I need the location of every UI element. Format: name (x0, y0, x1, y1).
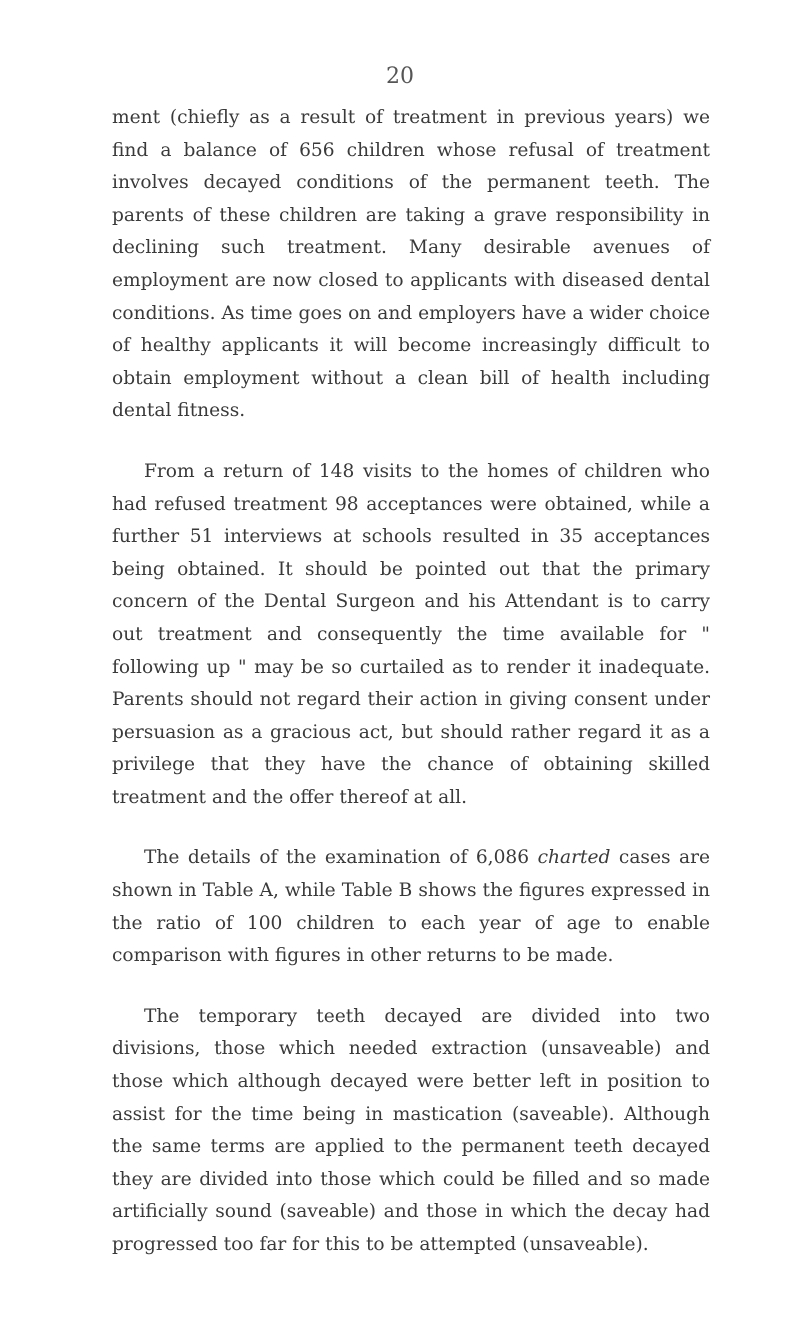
examination-text-after: cases are shown in Table A, while Table B shows the figures expressed in the ratio of 100 children to each year of age to enable comparison with figures in other returns to be made. (112, 847, 710, 967)
paragraph-examination-details (112, 842, 710, 972)
paragraph-teeth-divisions: The temporary teeth decayed are divided into two divisions, those which needed extraction (unsaveable) and those which although decayed were better left in position to assist for the time being in mastication (saveable). Although the same terms are applied to the permanent teeth decayed they are divided into those which could be filled and so made artificially sound (saveable) and those in which the decay had progressed too far for this to be attempted (unsaveable). (112, 1005, 710, 1255)
paragraph-home-visits: From a return of 148 visits to the homes of children who had refused treatment 98 acceptances were obtained, while a further 51 interviews at schools resulted in 35 acceptances being obtained. It should be pointed out that the primary concern of the Dental Surgeon and his Attendant is to carry out treatment and consequently the time available for " following up " may be so curtailed as to render it inadequate. Parents should not regard their action in giving consent under persuasion as a gracious act, but should rather regard it as a privilege that they have the chance of obtaining skilled treatment and the offer thereof at all. (112, 460, 710, 808)
body-text (112, 102, 710, 1262)
examination-text-before: The details of the examination of 6,086 (144, 847, 538, 869)
page-number: 20 (386, 64, 414, 89)
emphasis-charted: charted (537, 847, 611, 869)
paragraph-treatment-refusal: ment (chiefly as a result of treatment in previous years) we find a balance of 656 children whose refusal of treatment involves decayed conditions of the permanent teeth. The parents of these children are taking a grave responsibility in declining such treatment. Many desirable avenues of employment are now closed to applicants with diseased dental conditions. As time goes on and employers have a wider choice of healthy applicants it will become increasingly difficult to obtain employment without a clean bill of health including dental fitness. (112, 107, 710, 422)
